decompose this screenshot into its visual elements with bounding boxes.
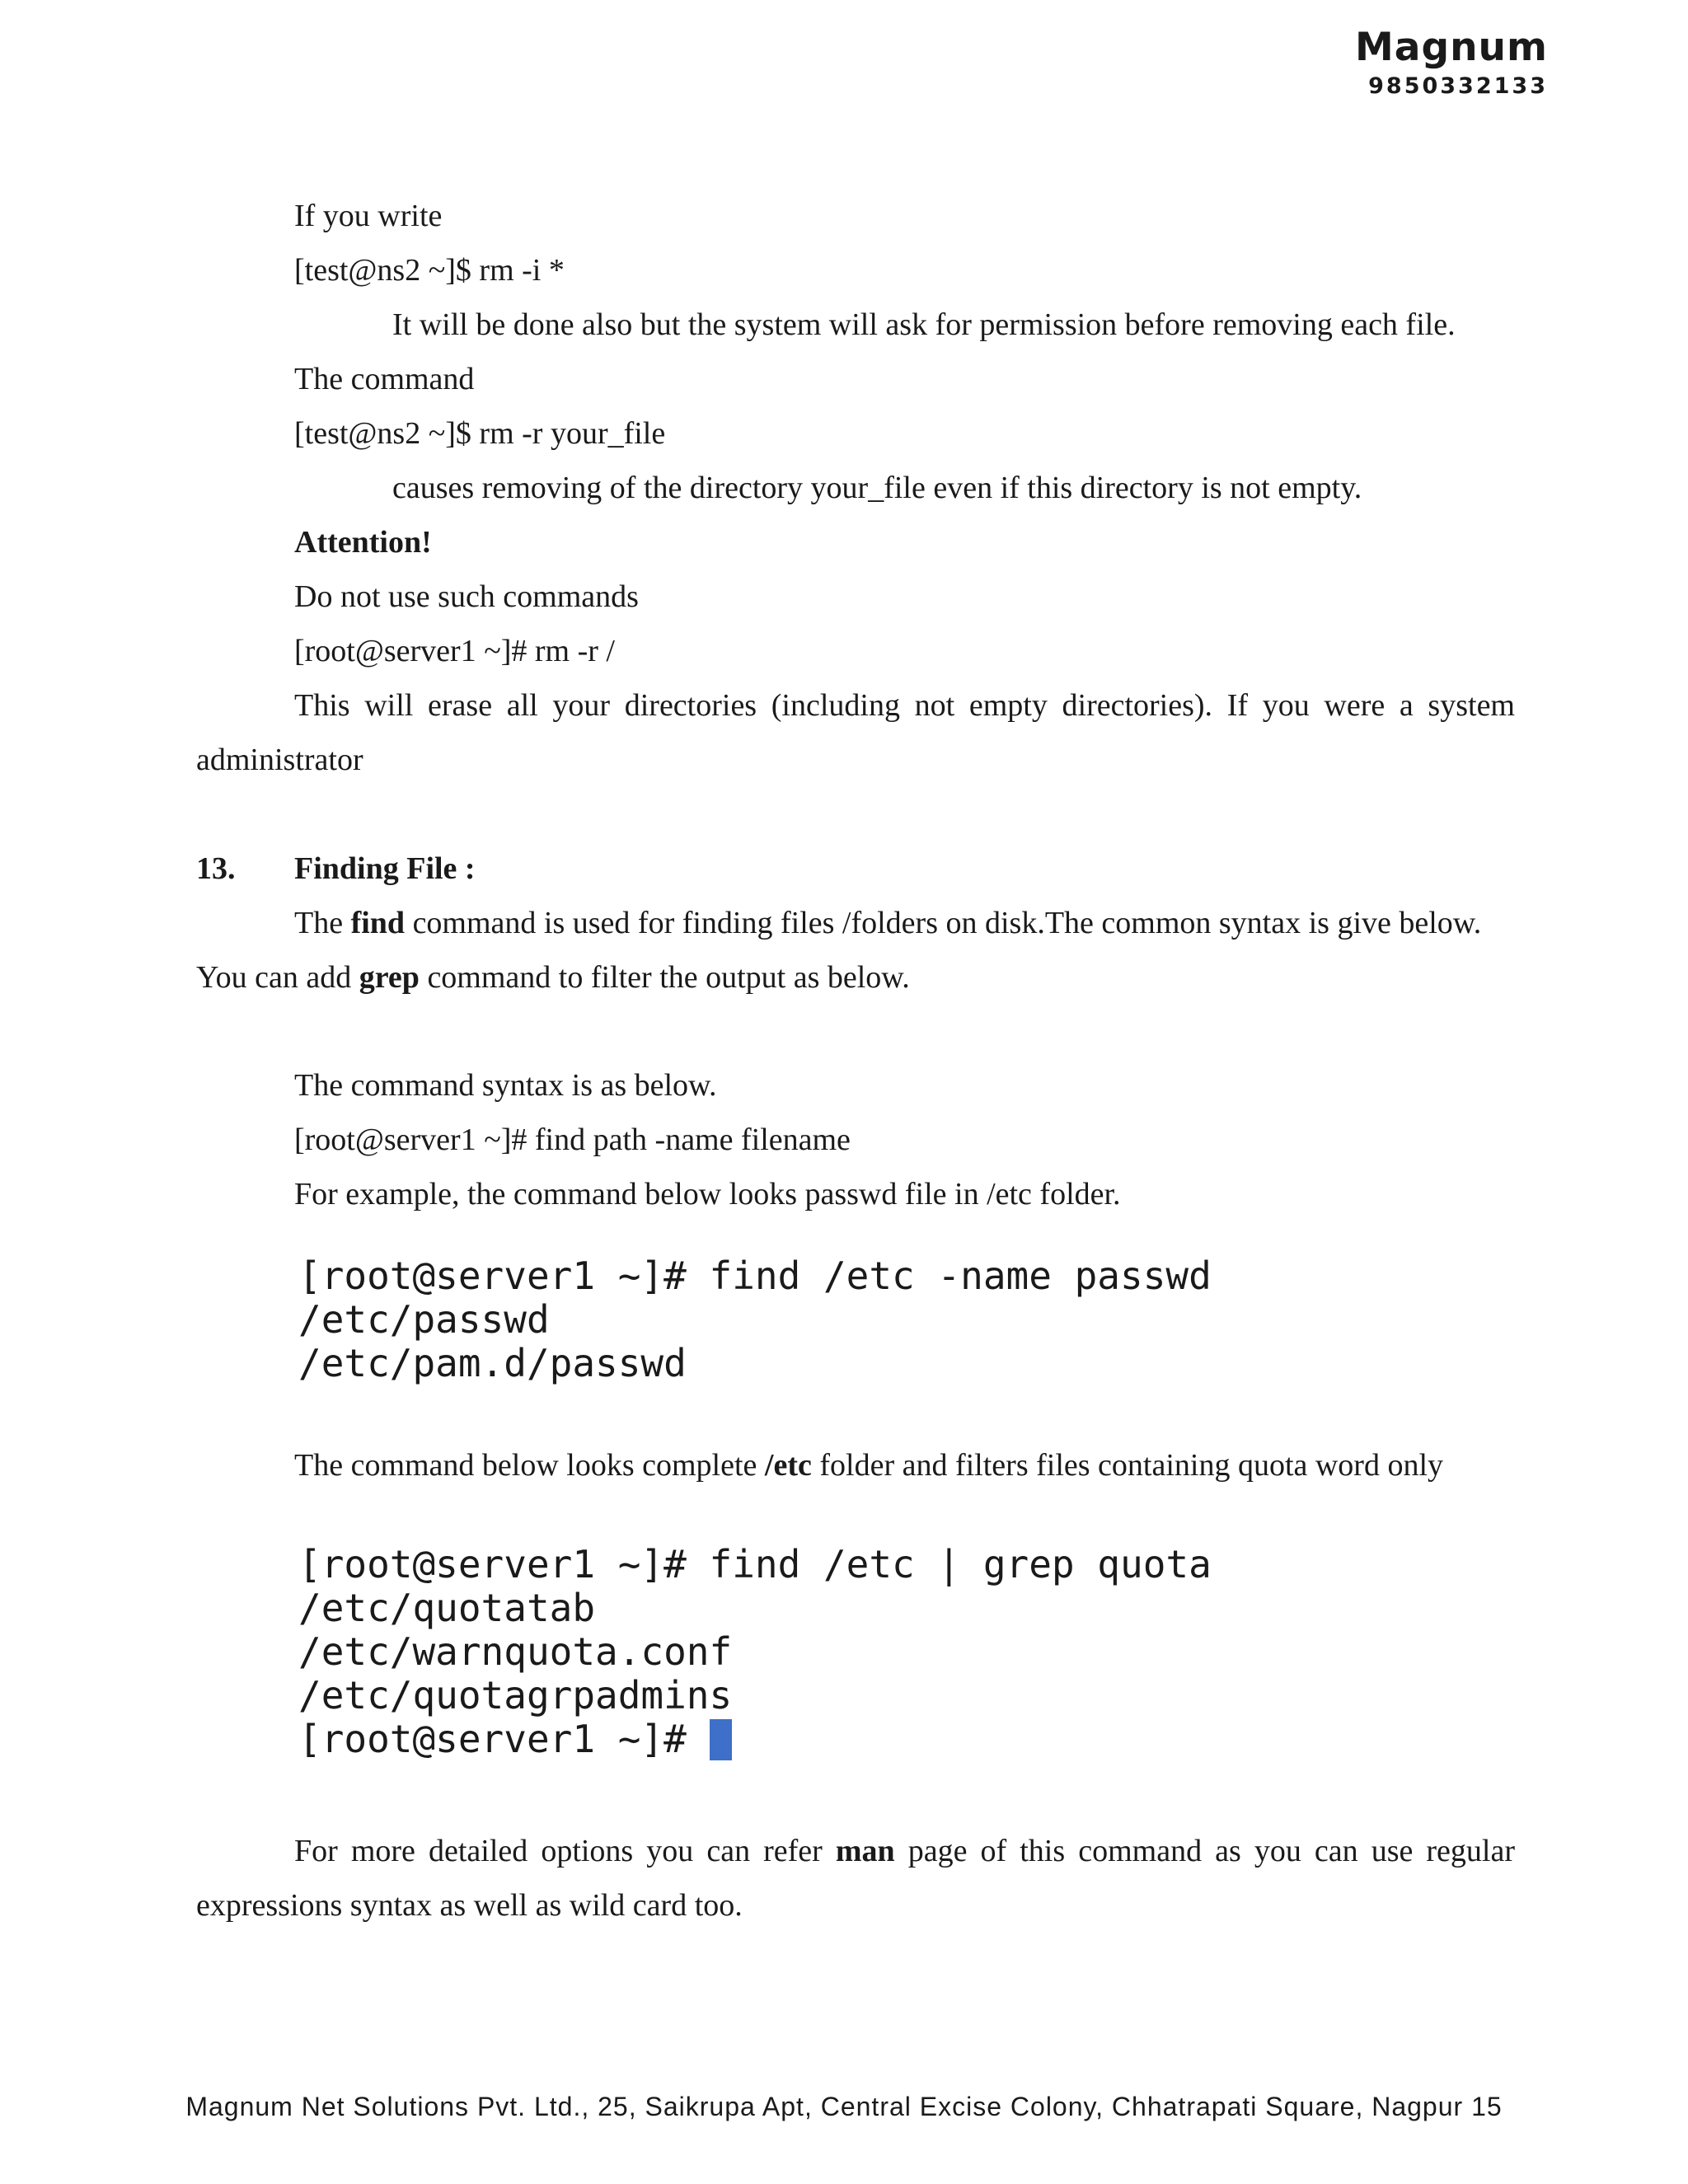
- phone-number: 9850332133: [1368, 73, 1548, 99]
- terminal-line: /etc/passwd: [298, 1297, 550, 1342]
- para-erase-warning: This will erase all your directories (including not empty directories). If you were a system: [294, 688, 1515, 723]
- para-do-not-use: Do not use such commands: [294, 579, 639, 614]
- para-grep-intro: You can add grep command to filter the output as below.: [196, 960, 910, 995]
- para-the-command: The command: [294, 362, 475, 396]
- terminal-line: /etc/quotagrpadmins: [298, 1673, 733, 1718]
- terminal-cursor: [710, 1719, 732, 1760]
- terminal-line: /etc/warnquota.conf: [298, 1629, 733, 1674]
- para-if-you-write: If you write: [294, 199, 443, 233]
- terminal-grep-quota: [298, 1543, 1212, 1761]
- para-grep-quota: The command below looks complete /etc folder and filters files containing quota word only: [294, 1448, 1444, 1483]
- attention-heading: Attention!: [294, 525, 432, 560]
- para-man-page: For more detailed options you can refer man page of this command as you can use regular: [294, 1834, 1516, 1868]
- terminal-line: [root@server1 ~]# find /etc -name passwd: [298, 1254, 1212, 1298]
- para-man-page-cont: expressions syntax as well as wild card too.: [196, 1888, 743, 1923]
- para-erase-warning-cont: administrator: [196, 743, 363, 777]
- para-find-intro: The find command is used for finding files /folders on disk.The common syntax is give below.: [294, 906, 1482, 940]
- brand-name: Magnum: [1354, 25, 1548, 70]
- section-heading: Finding File :: [294, 851, 476, 886]
- terminal-prompt: [root@server1 ~]#: [298, 1717, 710, 1761]
- para-rm-i-explain: It will be done also but the system will ask for permission before removing each file.: [392, 307, 1456, 342]
- terminal-find-passwd: [298, 1254, 1212, 1385]
- cmd-rm-r-root: [root@server1 ~]# rm -r /: [294, 634, 615, 668]
- section-number: 13.: [196, 851, 236, 886]
- page-header: [1355, 23, 1548, 101]
- terminal-line: [root@server1 ~]# find /etc | grep quota: [298, 1542, 1212, 1586]
- page-footer: Magnum Net Solutions Pvt. Ltd., 25, Saikrupa Apt, Central Excise Colony, Chhatrapati Square, Nagpur 15: [185, 2092, 1503, 2121]
- terminal-line: /etc/quotatab: [298, 1586, 596, 1630]
- cmd-find-syntax: [root@server1 ~]# find path -name filename: [294, 1122, 851, 1157]
- para-syntax-intro: The command syntax is as below.: [294, 1068, 717, 1103]
- cmd-rm-r: [test@ns2 ~]$ rm -r your_file: [294, 416, 666, 451]
- terminal-prompt-line: [298, 1718, 1212, 1761]
- cmd-rm-i: [test@ns2 ~]$ rm -i *: [294, 253, 565, 288]
- terminal-line: /etc/pam.d/passwd: [298, 1341, 687, 1385]
- para-rm-r-explain: causes removing of the directory your_file even if this directory is not empty.: [392, 471, 1362, 505]
- para-example-intro: For example, the command below looks passwd file in /etc folder.: [294, 1177, 1121, 1212]
